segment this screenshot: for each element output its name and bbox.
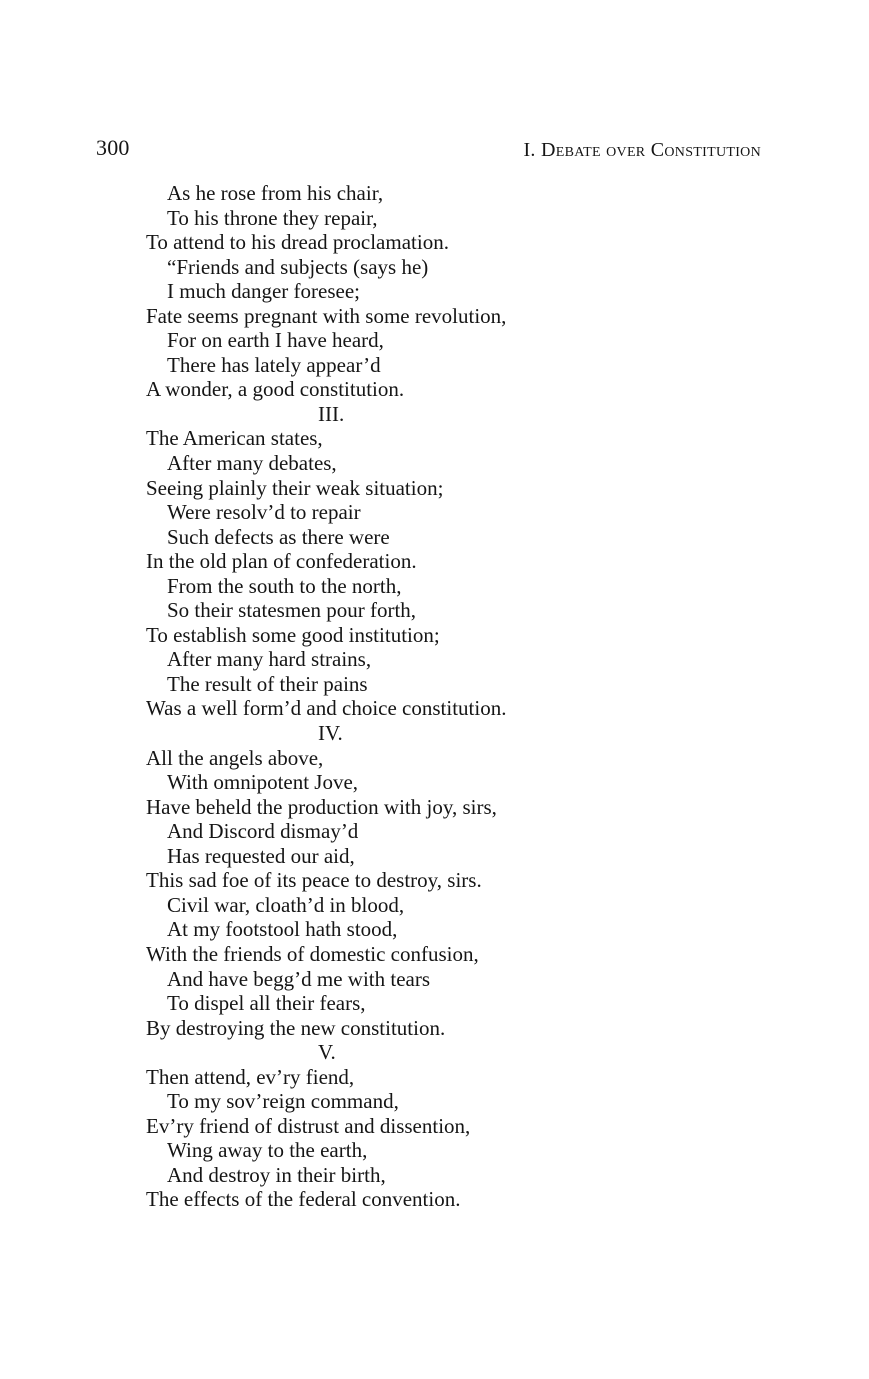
poem-line: There has lately appear’d <box>167 352 381 377</box>
poem-line: All the angels above, <box>146 745 324 770</box>
poem-line: Has requested our aid, <box>167 843 355 868</box>
poem-line: From the south to the north, <box>167 573 402 598</box>
poem-line: I much danger foresee; <box>167 279 360 304</box>
poem-line: After many debates, <box>167 451 337 476</box>
poem-line: Was a well form’d and choice constitution. <box>146 696 507 721</box>
poem-line: And have begg’d me with tears <box>167 966 431 991</box>
poem-line: And Discord dismay’d <box>167 819 359 844</box>
poem-line: “Friends and subjects (says he) <box>167 254 429 279</box>
poem-line: Have beheld the production with joy, sirs, <box>146 794 497 819</box>
stanza-number: III. <box>318 401 345 426</box>
poem-line: With the friends of domestic confusion, <box>146 941 479 966</box>
poem-line: A wonder, a good constitution. <box>146 377 405 402</box>
poem-line: Were resolv’d to repair <box>167 500 361 525</box>
poem-line: Such defects as there were <box>167 524 390 549</box>
poem-line: Then attend, ev’ry fiend, <box>146 1064 355 1089</box>
poem-line: Seeing plainly their weak situation; <box>146 475 444 500</box>
poem-line: To establish some good institution; <box>146 622 440 647</box>
poem-line: This sad foe of its peace to destroy, sirs. <box>146 868 482 893</box>
poem-line: As he rose from his chair, <box>167 181 384 205</box>
running-head: I. Debate over Constitution <box>523 139 761 161</box>
poem-line: The result of their pains <box>167 671 368 696</box>
poem-line: After many hard strains, <box>167 647 372 672</box>
poem-line: Ev’ry friend of distrust and dissention, <box>146 1113 471 1138</box>
poem-line: Fate seems pregnant with some revolution, <box>146 303 507 328</box>
poem-line: The effects of the federal convention. <box>146 1187 461 1212</box>
poem-line: To my sov’reign command, <box>167 1089 399 1114</box>
stanza-number: IV. <box>318 721 343 746</box>
poem-line: The American states, <box>146 426 323 451</box>
poem-body <box>0 181 869 1212</box>
poem-line: For on earth I have heard, <box>167 328 384 353</box>
poem-line: In the old plan of confederation. <box>146 549 417 574</box>
poem-line: With omnipotent Jove, <box>167 770 359 795</box>
poem-line: At my footstool hath stood, <box>167 917 398 942</box>
poem-line: To attend to his dread proclamation. <box>146 230 449 255</box>
poem-line: And destroy in their birth, <box>167 1162 386 1187</box>
page-number: 300 <box>96 135 130 160</box>
poem-line: Wing away to the earth, <box>167 1138 368 1163</box>
poem-line: To his throne they repair, <box>167 205 378 230</box>
poem-line: So their statesmen pour forth, <box>167 598 417 623</box>
poem-line: By destroying the new constitution. <box>146 1015 446 1040</box>
poem-line: To dispel all their fears, <box>167 991 366 1016</box>
stanza-number: V. <box>318 1040 336 1065</box>
poem-line: Civil war, cloath’d in blood, <box>167 892 405 917</box>
